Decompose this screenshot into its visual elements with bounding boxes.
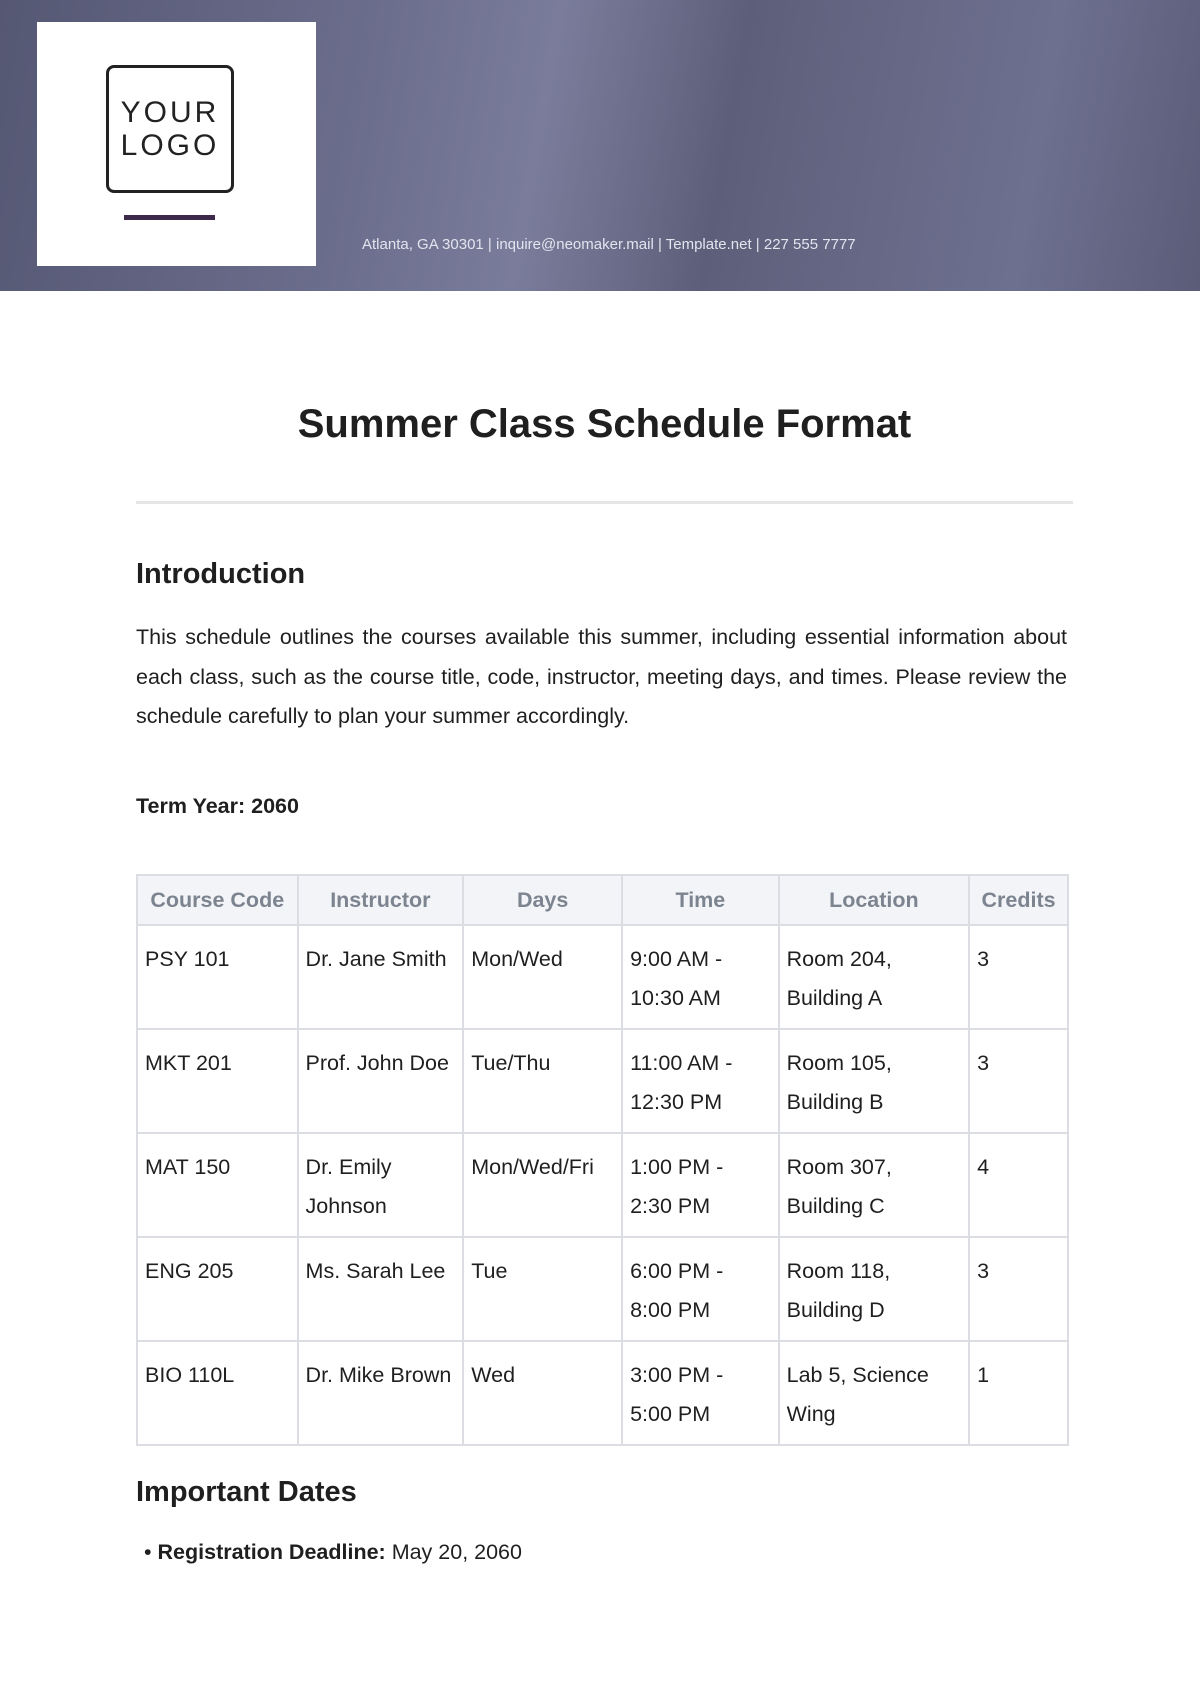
table-cell: 9:00 AM - 10:30 AM [622, 925, 779, 1029]
table-cell: 3 [969, 1029, 1068, 1133]
table-cell: 4 [969, 1133, 1068, 1237]
table-row [137, 1237, 1068, 1341]
column-header: Days [463, 875, 622, 925]
table-cell: Tue/Thu [463, 1029, 622, 1133]
table-row [137, 1029, 1068, 1133]
table-cell: Dr. Mike Brown [298, 1341, 464, 1445]
table-cell: Room 118, Building D [779, 1237, 969, 1341]
table-cell: ENG 205 [137, 1237, 298, 1341]
table-cell: Wed [463, 1341, 622, 1445]
table-cell: 3:00 PM - 5:00 PM [622, 1341, 779, 1445]
table-cell: Dr. Jane Smith [298, 925, 464, 1029]
header-banner [0, 0, 1200, 291]
table-cell: Tue [463, 1237, 622, 1341]
table-row [137, 1341, 1068, 1445]
table-cell: 11:00 AM - 12:30 PM [622, 1029, 779, 1133]
table-cell: BIO 110L [137, 1341, 298, 1445]
table-row [137, 1133, 1068, 1237]
table-row [137, 925, 1068, 1029]
date-value: May 20, 2060 [391, 1540, 522, 1564]
list-item: • Registration Deadline: May 20, 2060 [144, 1540, 522, 1564]
column-header: Time [622, 875, 779, 925]
table-cell: Lab 5, Science Wing [779, 1341, 969, 1445]
table-cell: Prof. John Doe [298, 1029, 464, 1133]
logo-frame: YOUR LOGO [106, 65, 234, 193]
table-cell: 3 [969, 1237, 1068, 1341]
term-year: Term Year: 2060 [136, 794, 299, 818]
logo [37, 22, 316, 266]
column-header: Course Code [137, 875, 298, 925]
table-cell: Dr. Emily Johnson [298, 1133, 464, 1237]
logo-underline [124, 215, 215, 220]
table-cell: Mon/Wed [463, 925, 622, 1029]
date-label: Registration Deadline: [157, 1540, 386, 1564]
table-cell: Room 307, Building C [779, 1133, 969, 1237]
table-cell: Ms. Sarah Lee [298, 1237, 464, 1341]
table-cell: Room 105, Building B [779, 1029, 969, 1133]
intro-text: This schedule outlines the courses available this summer, including essential information about each class, such as the course title, code, instructor, meeting days, and times. Please review the schedule carefully to plan your summer accordingly. [136, 625, 1067, 728]
intro-heading: Introduction [136, 558, 306, 590]
table-cell: Mon/Wed/Fri [463, 1133, 622, 1237]
table-cell: 1 [969, 1341, 1068, 1445]
table-cell: 3 [969, 925, 1068, 1029]
table-cell: MKT 201 [137, 1029, 298, 1133]
table-cell: 1:00 PM - 2:30 PM [622, 1133, 779, 1237]
column-header: Instructor [298, 875, 464, 925]
table-header-row [137, 875, 1068, 925]
dates-list [144, 1540, 522, 1565]
table-cell: MAT 150 [137, 1133, 298, 1237]
page-title: Summer Class Schedule Format [297, 402, 912, 446]
schedule-table [136, 874, 1069, 1446]
table-cell: PSY 101 [137, 925, 298, 1029]
column-header: Credits [969, 875, 1068, 925]
table-cell: Room 204, Building A [779, 925, 969, 1029]
dates-heading: Important Dates [136, 1476, 357, 1508]
contact-info: Atlanta, GA 30301 | inquire@neomaker.mail | Template.net | 227 555 7777 [362, 236, 856, 253]
table-cell: 6:00 PM - 8:00 PM [622, 1237, 779, 1341]
column-header: Location [779, 875, 969, 925]
divider [136, 501, 1073, 504]
